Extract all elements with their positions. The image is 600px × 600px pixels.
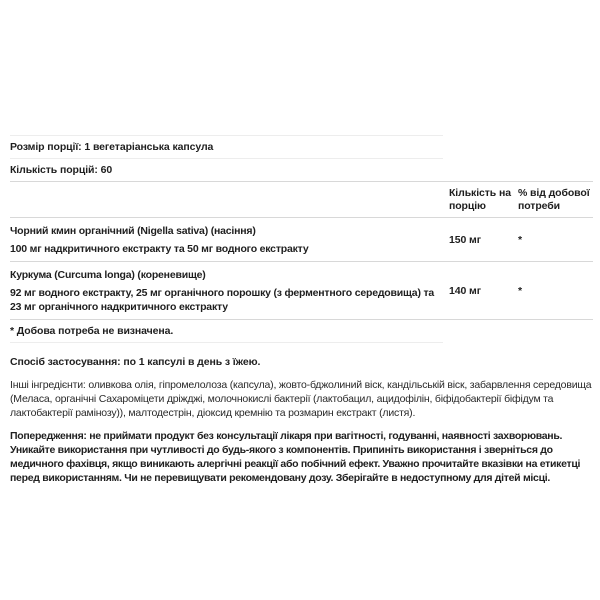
table-row <box>10 262 593 319</box>
divider <box>10 342 443 343</box>
table-header-row <box>10 182 593 217</box>
header-spacer <box>10 187 449 213</box>
serving-size-row: Розмір порції: 1 вегетаріанська капсула <box>10 141 214 153</box>
ingredient-name: Куркума (Curcuma longa) (кореневище) <box>10 269 206 281</box>
column-header-daily-value: % від добової потреби <box>518 187 590 212</box>
servings-per-container-row: Кількість порцій: 60 <box>10 164 113 176</box>
ingredient-detail: 92 мг водного екстракту, 25 мг органічного порошку (з ферментного середовища) та 23 мг органічного надкритичного екстракту <box>10 287 435 313</box>
ingredient-cell <box>10 224 449 256</box>
daily-value: * <box>518 233 522 246</box>
supplement-facts-table <box>10 135 593 343</box>
ingredient-detail: 100 мг надкритичного екстракту та 50 мг водного екстракту <box>10 243 309 255</box>
amount-value: 150 мг <box>449 233 481 246</box>
amount-value: 140 мг <box>449 284 481 297</box>
ingredient-name: Чорний кмин органічний (Nigella sativa) (насіння) <box>10 225 256 237</box>
directions-text: Спосіб застосування: по 1 капсулі в день з їжею. <box>10 356 261 368</box>
daily-value: * <box>518 284 522 297</box>
table-row <box>10 218 593 261</box>
other-ingredients-text: Інші інгредієнти: оливкова олія, гіпромелолоза (капсула), жовто-бджолиний віск, кандільській віск, забарвлення середовища (Меласа, органічні Сахароміцети дріжджі, молочнокислі бактерії (лактобацил, ацидофілін, біфідобактерії біфідум та лактобактерії рамінозу)), малтодестрін, діоксид кремнію та розмарин екстракт (листя). <box>10 379 592 419</box>
ingredient-cell <box>10 268 449 314</box>
column-header-amount-per-serving: Кількість на порцію <box>449 187 511 212</box>
daily-value-footnote: * Добова потреба не визначена. <box>10 325 174 337</box>
warnings-text: Попередження: не приймати продукт без консультації лікаря при вагітності, годуванні, наявності захворювань. Уникайте використання при чутливості до будь-якого з компонентів. Припиніть використання і зверніться до медичного фахівця, якщо виникають алергічні реакції або побічний ефект. Уважно прочитайте вказівки на етикетці перед використанням. Чи не перевищувати рекомендовану дозу. Зберігайте в недоступному для дітей місці. <box>10 430 581 484</box>
